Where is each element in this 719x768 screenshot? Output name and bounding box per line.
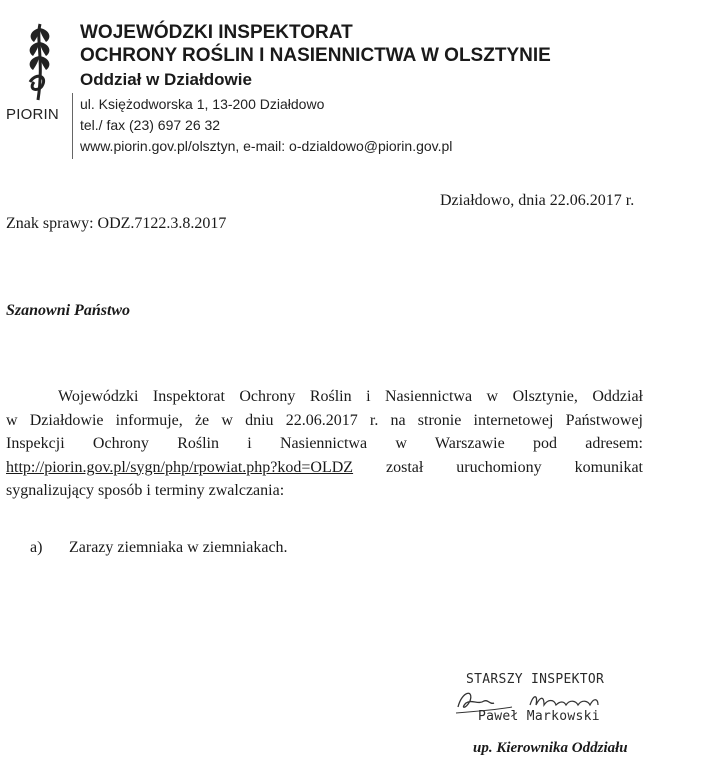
logo-wordmark: PIORIN	[6, 106, 59, 123]
wheat-ear-icon	[20, 20, 60, 102]
address-line: ul. Księżodworska 1, 13-200 Działdowo	[80, 96, 325, 112]
paragraph-line: Inspekcji Ochrony Roślin i Nasiennictwa w Warszawie pod adresem:	[6, 435, 643, 452]
pest-list	[30, 539, 288, 557]
paragraph-line: Wojewódzki Inspektorat Ochrony Roślin i Nasiennictwa w Olsztynie, Oddział	[58, 388, 643, 405]
phone-line: tel./ fax (23) 697 26 32	[80, 117, 221, 133]
org-name-line1: WOJEWÓDZKI INSPEKTORAT	[80, 22, 353, 43]
paragraph-line: sygnalizujący sposób i terminy zwalczania:	[6, 482, 285, 499]
main-paragraph	[6, 385, 643, 503]
list-marker: a)	[30, 539, 43, 556]
list-item	[30, 539, 288, 557]
org-name-line2: OCHRONY ROŚLIN I NASIENNICTWA W OLSZTYNIE	[80, 45, 551, 66]
greeting: Szanowni Państwo	[6, 302, 131, 319]
case-reference: Znak sprawy: ODZ.7122.3.8.2017	[6, 215, 227, 232]
letter-date: Działdowo, dnia 22.06.2017 r.	[440, 192, 635, 209]
org-branch: Oddział w Działdowie	[80, 70, 252, 89]
signatory-role: up. Kierownika Oddziału	[473, 740, 628, 756]
paragraph-line-with-link	[6, 456, 643, 480]
letterhead-divider	[72, 93, 73, 159]
web-email-line: www.piorin.gov.pl/olsztyn, e-mail: o-dzialdowo@piorin.gov.pl	[80, 138, 453, 154]
piorin-logo	[6, 20, 66, 128]
paragraph-line-rest: został uruchomiony komunikat	[353, 458, 643, 476]
paragraph-line: w Działdowie informuje, że w dniu 22.06.2017 r. na stronie internetowej Państwowej	[6, 411, 643, 429]
list-item-text: Zarazy ziemniaka w ziemniakach.	[69, 539, 288, 556]
stamp-title: STARSZY INSPEKTOR	[466, 672, 605, 687]
stamp-name: Paweł Markowski	[478, 709, 600, 724]
announcement-link[interactable]: http://piorin.gov.pl/sygn/php/rpowiat.php?kod=OLDZ	[6, 458, 354, 476]
